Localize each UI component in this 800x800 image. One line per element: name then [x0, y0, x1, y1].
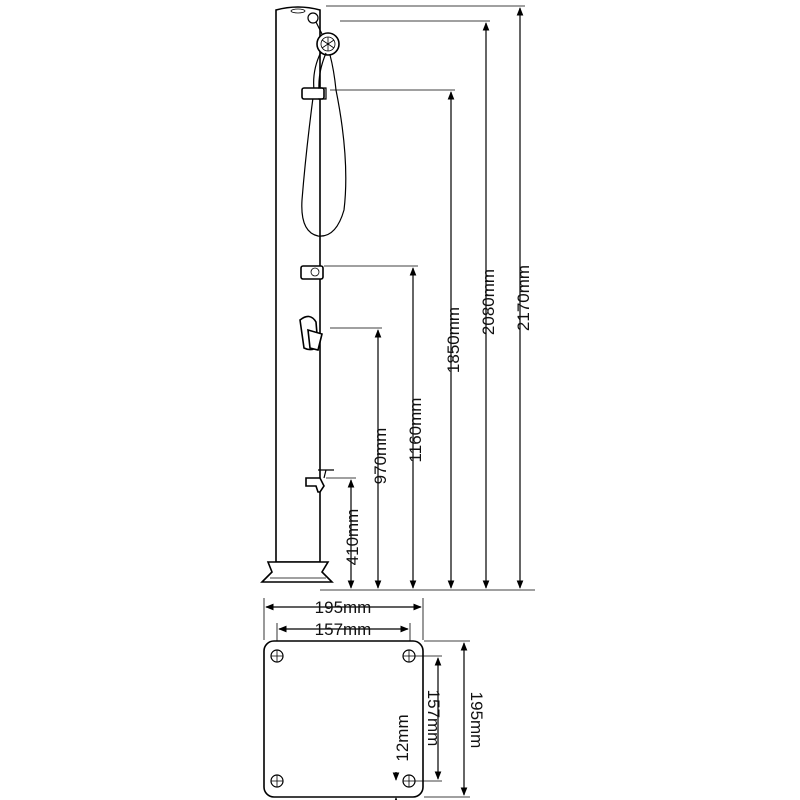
- upper-holder-icon: [302, 88, 326, 99]
- mounting-hole-icon: [403, 650, 415, 662]
- label-2170mm: 2170mm: [514, 264, 533, 332]
- label-base-depth-157mm: 157mm: [424, 689, 443, 747]
- label-hole-offset-12mm: 12mm: [393, 714, 412, 762]
- label-base-width-195mm: 195mm: [314, 598, 372, 617]
- label-970mm: 970mm: [371, 427, 390, 485]
- label-base-depth-195mm: 195mm: [467, 691, 486, 749]
- label-2080mm: 2080mm: [479, 268, 498, 336]
- mounting-hole-icon: [271, 775, 283, 787]
- middle-holder-icon: [301, 266, 323, 279]
- label-base-width-157mm: 157mm: [314, 620, 372, 639]
- label-1850mm: 1850mm: [444, 306, 463, 374]
- label-1160mm: 1160mm: [406, 397, 425, 463]
- label-410mm: 410mm: [343, 508, 362, 566]
- mounting-hole-icon: [403, 775, 415, 787]
- base-plate: [262, 562, 332, 582]
- vertical-dimensions: [320, 6, 535, 590]
- mounting-hole-icon: [271, 650, 283, 662]
